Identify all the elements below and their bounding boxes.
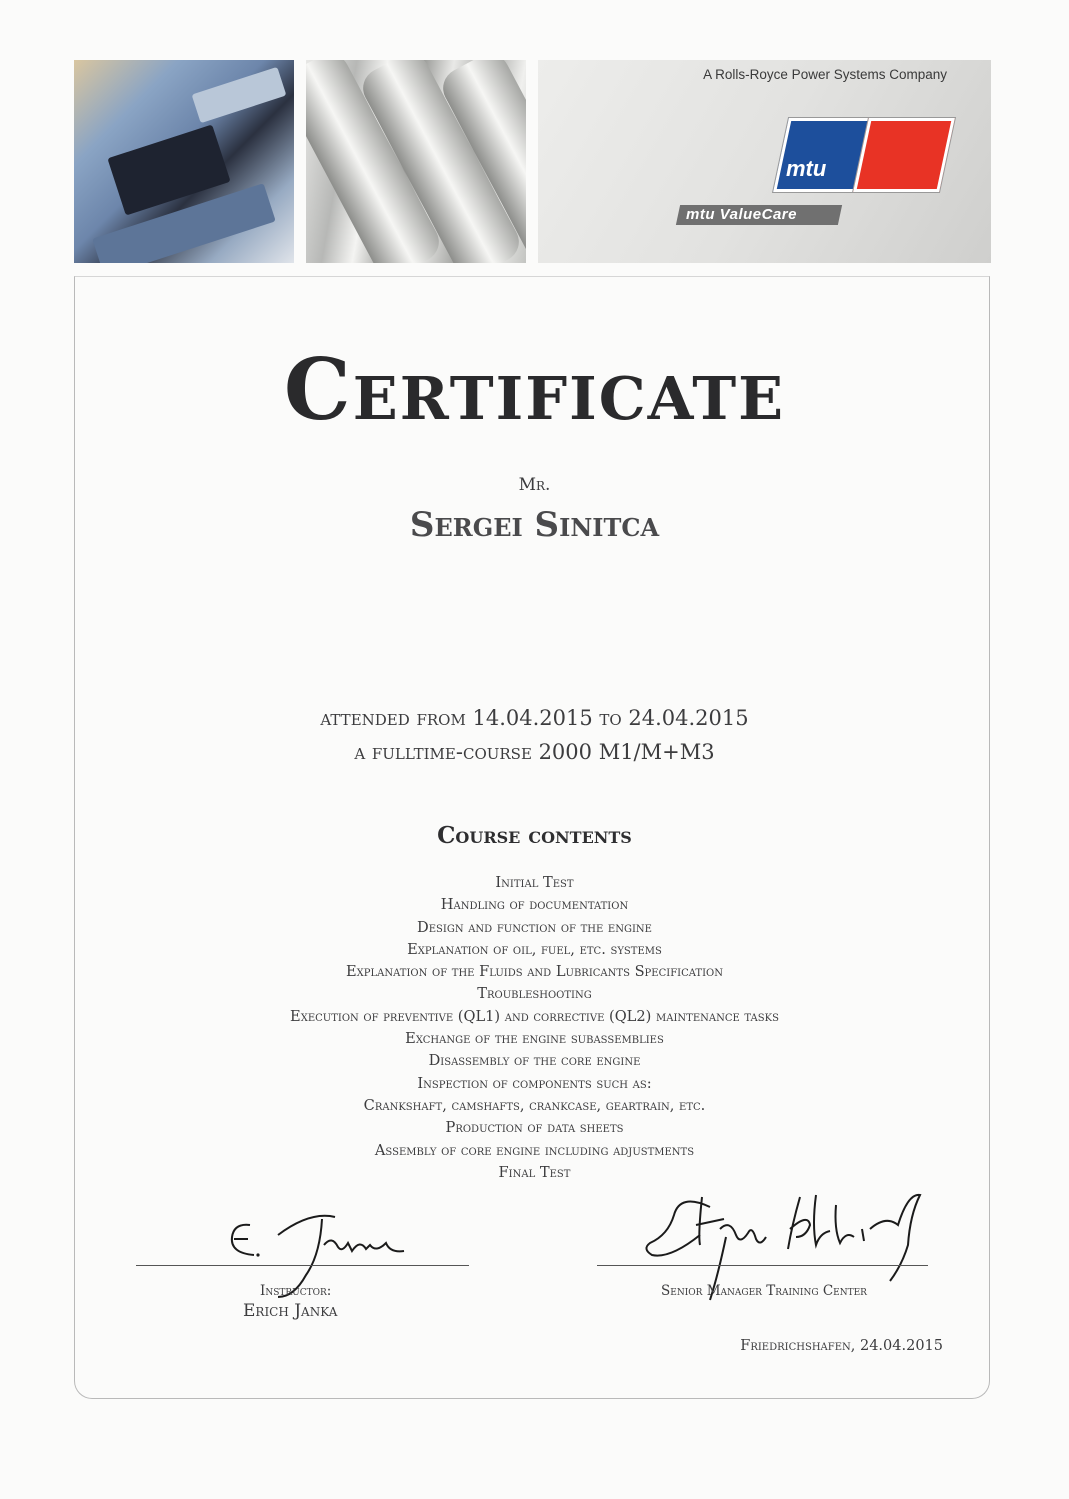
list-item: Disassembly of the core engine bbox=[428, 1052, 641, 1070]
valuecare-text: mtu ValueCare bbox=[686, 206, 797, 223]
list-item: Initial Test bbox=[495, 874, 574, 891]
place-date: Friedrichshafen, 24.04.2015 bbox=[740, 1338, 943, 1354]
mtu-logo-text: mtu bbox=[786, 156, 827, 181]
course-contents-list bbox=[0, 872, 1069, 1184]
list-item: Handling of documentation bbox=[440, 896, 629, 914]
manager-signature-line bbox=[597, 1265, 928, 1266]
attendance-dates: attended from 14.04.2015 to 24.04.2015 bbox=[320, 706, 749, 730]
certificate-title: Certificate bbox=[283, 340, 786, 439]
board-shape bbox=[192, 67, 287, 123]
recipient-name: Sergei Sinitca bbox=[409, 505, 660, 545]
header-logo-panel bbox=[538, 60, 991, 263]
list-item: Exchange of the engine subassemblies bbox=[405, 1030, 664, 1048]
instructor-label: Instructor: bbox=[260, 1283, 332, 1299]
instructor-signature-line bbox=[136, 1265, 469, 1266]
salutation: Mr. bbox=[518, 475, 551, 495]
list-item: Explanation of the Fluids and Lubricants Specification bbox=[346, 963, 723, 981]
header-photo-engine bbox=[306, 60, 526, 263]
list-item: Inspection of components such as: bbox=[417, 1074, 652, 1092]
list-item: Final Test bbox=[498, 1163, 571, 1181]
list-item: Troubleshooting bbox=[477, 985, 592, 1003]
mtu-logo-red bbox=[853, 118, 955, 192]
course-name: a fulltime-course 2000 M1/M+M3 bbox=[354, 740, 715, 764]
list-item: Assembly of core engine including adjustments bbox=[374, 1141, 695, 1159]
list-item: Design and function of the engine bbox=[417, 918, 652, 936]
list-item: Production of data sheets bbox=[445, 1119, 624, 1137]
list-item: Crankshaft, camshafts, crankcase, geartrain, etc. bbox=[363, 1096, 706, 1114]
company-tagline: A Rolls-Royce Power Systems Company bbox=[703, 67, 947, 82]
list-item: Execution of preventive (QL1) and corrective (QL2) maintenance tasks bbox=[290, 1007, 779, 1025]
list-item: Explanation of oil, fuel, etc. systems bbox=[407, 940, 662, 958]
course-contents-heading: Course contents bbox=[437, 822, 632, 849]
header-photo-electronics bbox=[74, 60, 294, 263]
instructor-name: Erich Janka bbox=[243, 1301, 338, 1321]
manager-label: Senior Manager Training Center bbox=[661, 1283, 867, 1299]
